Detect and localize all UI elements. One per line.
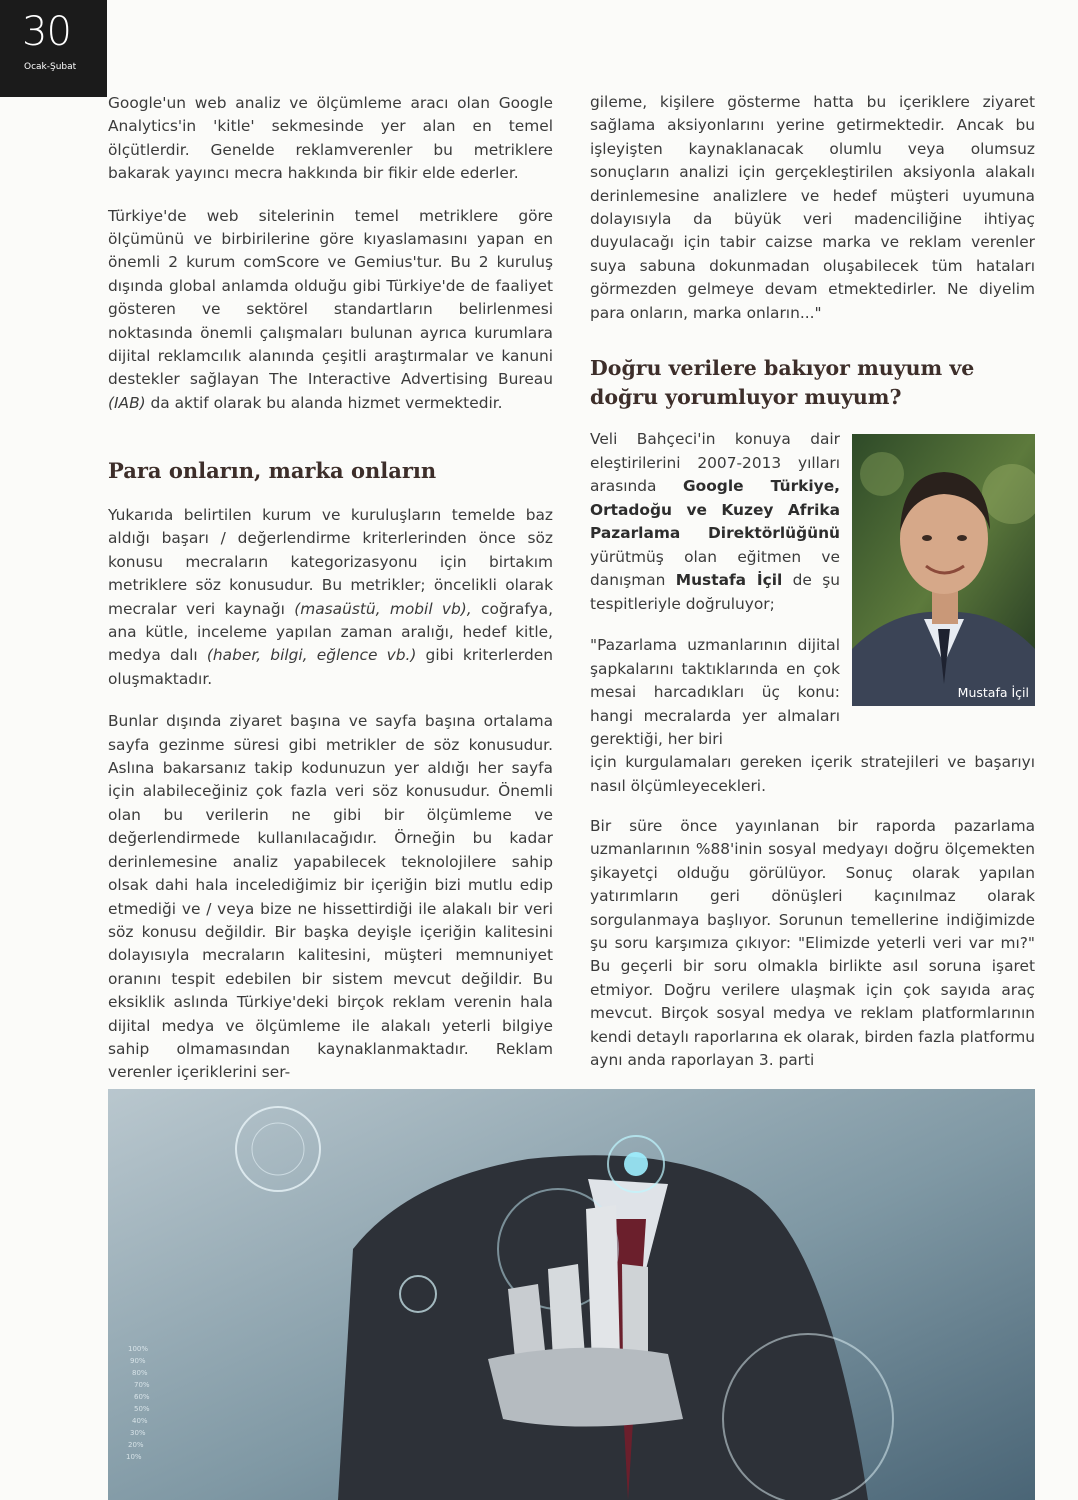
- svg-text:30%: 30%: [130, 1429, 146, 1437]
- left-column-continued: [108, 504, 553, 1104]
- paragraph: gileme, kişilere gösterme hatta bu içeriklere ziyaret sağlama aksiyonlarını yerine getirmektedir. Ancak bu işleyişten kaynaklanacak olumlu veya olumsuz sonuçların analizi için gerçekleştirilen aksiyonla alakalı derinlemesine analizlere ve hedef müşteri uyumuna dolayısıyla da büyük veri madenciliğine ihtiyaç duyulacağı için tabir caizse marka ve reklam verenler suya sabuna dokunmadan oluşabilecek tüm hataları görmezden gelmeye devam etmektedirler. Ne diyelim para onların, marka onların...": [590, 93, 1035, 322]
- left-column: [108, 92, 553, 434]
- photo-caption: Mustafa İçil: [957, 685, 1029, 700]
- svg-text:20%: 20%: [128, 1441, 144, 1449]
- page-number: 30: [22, 9, 71, 55]
- section-heading: Para onların, marka onların: [108, 458, 437, 483]
- svg-text:10%: 10%: [126, 1453, 142, 1461]
- quote-start: "Pazarlama uzmanlarının dijital şapkalarını taktıklarında en çok mesai harcadıkları üç konu: hangi mecralarda yer almaları gerektiği, her biri: [590, 636, 840, 748]
- svg-text:70%: 70%: [134, 1381, 150, 1389]
- svg-text:50%: 50%: [134, 1405, 150, 1413]
- hero-illustration: [108, 1089, 1035, 1500]
- intro-paragraph: Veli Bahçeci'in konuya dair eleştirilerini 2007-2013 yılları arasında Google Türkiye, Ortadoğu ve Kuzey Afrika Pazarlama Direktörlüğünü yürütmüş olan eğitmen ve danışman Mustafa İçil de şu tespitleriyle doğruluyor;: [590, 430, 840, 613]
- hero-image: [108, 1089, 1035, 1500]
- quote-end: için kurgulamaları gereken içerik stratejileri ve başarıyı nasıl ölçümleyecekleri.: [590, 753, 1035, 795]
- paragraph: Yukarıda belirtilen kurum ve kuruluşların temelde baz aldığı başarı / değerlendirme kriterlerinden önce söz konusu mecraların kategorizasyonu için birtakım metriklere söz konusudur. Bu metrikler; öncelikli olarak mecralar veri kaynağı (masaüstü, mobil vb), coğrafya, ana kütle, inceleme yapılan zaman aralığı, hedef kitle, medya dalı (haber, bilgi, eğlence vb.) gibi kriterlerden oluşmaktadır.: [108, 506, 553, 688]
- svg-text:60%: 60%: [134, 1393, 150, 1401]
- portrait-illustration: [852, 434, 1035, 706]
- paragraph: Bir süre önce yayınlanan bir raporda pazarlama uzmanlarının %88'inin sosyal medyayı doğru ölçemekten şikayetçi olduğu görülüyor. Sonuç olarak yapılan yatırımların geri dönüşleri kaçınılmaz olarak sorgulanmaya başlıyor. Sorunun temellerine indiğimizde şu soru karşımıza çıkıyor: "Elimizde yeterli veri var mı?" Bu geçerli bir soru olmakla birlikte asıl soruna işaret etmiyor. Doğru verilere ulaşmak için çok sayıda araç mevcut. Birçok sosyal medya ve reklam platformlarının kendi detaylı raporlarına ek olarak, birden fazla platformu aynı anda raporlayan 3. parti: [590, 817, 1035, 1070]
- svg-text:100%: 100%: [128, 1345, 149, 1353]
- paragraph: Google'un web analiz ve ölçümleme aracı olan Google Analytics'in 'kitle' sekmesinde yer alan en temel ölçütlerdir. Genelde reklamverenler bu metriklere bakarak yayıncı mecra hakkında bir fikir elde ederler.: [108, 94, 553, 183]
- section-heading: Doğru verilere bakıyor muyum ve doğru yorumluyor muyum?: [590, 356, 975, 409]
- svg-text:40%: 40%: [132, 1417, 148, 1425]
- page-number-box: [0, 0, 107, 97]
- issue-date: Ocak-Şubat: [24, 62, 77, 72]
- svg-text:80%: 80%: [132, 1369, 148, 1377]
- portrait-photo: [852, 434, 1035, 706]
- right-column: [590, 91, 1035, 344]
- svg-text:90%: 90%: [130, 1357, 146, 1365]
- paragraph: Bunlar dışında ziyaret başına ve sayfa başına ortalama sayfa gezinme süresi gibi metrikler de söz konusudur. Aslına bakarsanız takip kodunuzun yer aldığı her sayfa için alabileceğiniz çok fazla veri söz konusudur. Önemli olan bu verilerin ne gibi bir ölçümleme ve değerlendirmede kullanılacağıdır. Örneğin bu kadar derinlemesine analiz yapabilecek teknolojilere sahip olsak dahi hala incelediğimiz bir içeriğin bizi mutlu edip etmediği ve / veya bize ne hissettirdiği ile alakalı bir veri söz konusu değildir. Bir başka deyişle içeriğin kalitesini dolayısıyla mecraların kalitesini, müşteri memnuniyet oranını tespit edebilen bir sistem mevcut değildir. Bu eksiklik aslında Türkiye'deki birçok reklam verenin hala dijital medya ve ölçümleme ile alakalı yeterli bilgiye sahip olmamasından kaynaklanmaktadır. Reklam verenler içeriklerini ser-: [108, 712, 553, 1082]
- paragraph: Türkiye'de web sitelerinin temel metriklere göre ölçümünü ve birbirilerine göre kıyaslamasını yapan en önemli 2 kurum comScore ve Gemius'tur. Bu 2 kuruluş dışında global anlamda olduğu gibi Türkiye'de de faaliyet gösteren ve sektörel standartların belirlenmesi noktasında önemli çalışmaları bulunan ayrıca kurumlara dijital reklamcılık alanında çeşitli araştırmalar ve kanuni destekler sağlayan The Interactive Advertising Bureau (IAB) da aktif olarak bu alanda hizmet vermektedir.: [108, 206, 553, 412]
